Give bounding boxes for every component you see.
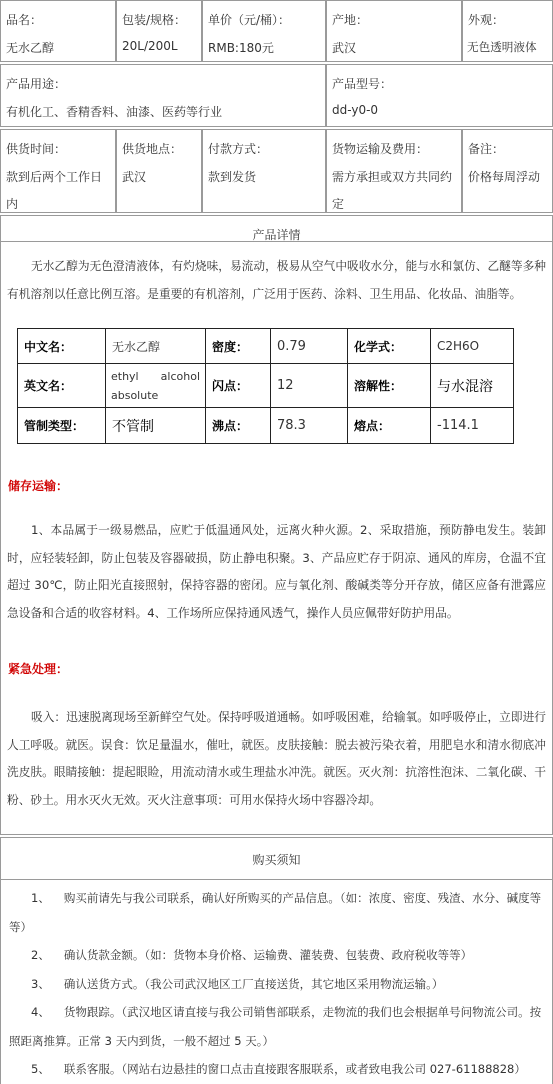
purchase-list	[9, 884, 544, 1084]
detail-title-divider	[0, 241, 553, 242]
spec-val-cn-name: 无水乙醇	[106, 329, 206, 364]
spec-val-solubility: 与水混溶	[431, 364, 514, 408]
purchase-item	[9, 998, 544, 1055]
spec-key-melting-point: 熔点：	[348, 408, 431, 444]
purchase-item-num: 4、	[31, 1005, 50, 1019]
value-model: dd-y0-0	[332, 103, 379, 117]
purchase-item-text: 联系客服。（网站右边悬挂的窗口点击直接跟客服联系，或者致电我公司 027-61188828）	[63, 1062, 526, 1076]
spec-val-formula: C2H6O	[431, 329, 514, 364]
label-supply-place: 供货地点：	[122, 142, 183, 156]
spec-val-control-type: 不管制	[106, 408, 206, 444]
spec-key-en-name: 英文名：	[18, 364, 106, 408]
cell-price	[202, 0, 326, 62]
spec-table	[17, 328, 514, 444]
cell-supply-time	[0, 129, 116, 213]
value-origin: 武汉	[332, 41, 357, 55]
purchase-item-num: 1、	[31, 891, 50, 905]
spec-key-solubility: 溶解性：	[348, 364, 431, 408]
purchase-item	[9, 970, 544, 999]
cell-appearance	[462, 0, 553, 62]
label-supply-time: 供货时间：	[6, 142, 67, 156]
value-shipping: 需方承担或双方共同约定	[332, 170, 453, 211]
emergency-text: 吸入：迅速脱离现场至新鲜空气处。保持呼吸道通畅。如呼吸困难，给输氧。如呼吸停止，立即进行人工呼吸。就医。误食：饮足量温水，催吐，就医。皮肤接触：脱去被污染衣着，用肥皂水和清水彻底冲洗皮肤。眼睛接触：提起眼睑，用流动清水或生理盐水冲洗。就医。灭火剂：抗溶性泡沫、二氧化碳、干粉、砂土。用水灭火无效。灭火注意事项：可用水保持火场中容器冷却。	[7, 710, 546, 807]
label-remark: 备注：	[468, 142, 505, 156]
spec-key-density: 密度：	[206, 329, 271, 364]
detail-title: 产品详情	[252, 228, 301, 242]
purchase-item-text: 货物跟踪。（武汉地区请直接与我公司销售部联系，走物流的我们也会根据单号问物流公司。按照距离推算。正常 3 天内到货，一般不超过 5 天。）	[9, 1005, 542, 1048]
spec-key-control-type: 管制类型：	[18, 408, 106, 444]
purchase-notice-section	[0, 837, 553, 880]
spec-val-boiling-point: 78.3	[271, 408, 348, 444]
purchase-item-text: 购买前请先与我公司联系，确认好所购买的产品信息。（如：浓度、密度、残渣、水分、碱度等等）	[9, 891, 542, 934]
purchase-item-num: 3、	[31, 976, 50, 991]
storage-text: 1、本品属于一级易燃品，应贮于低温通风处，远离火种火源。2、采取措施，预防静电发生。装卸时，应轻装轻卸，防止包装及容器破损，防止静电积聚。3、产品应贮存于阴凉、通风的库房，仓温不宜超过 30℃，防止阳光直接照射，保持容器的密闭。应与氧化剂、酸碱类等分开存放，储区应备有泄露应急设备和合适的收容材料。4、工作场所应保持通风透气，操作人员应佩带好防护用品。	[7, 523, 546, 620]
spec-val-en-name	[106, 364, 206, 408]
value-package: 20L/200L	[122, 39, 178, 53]
value-price: RMB:180元	[208, 41, 274, 55]
spec-key-cn-name: 中文名：	[18, 329, 106, 364]
spec-val-melting-point: -114.1	[431, 408, 514, 444]
storage-heading: 储存运输：	[8, 479, 69, 493]
purchase-item	[9, 1055, 544, 1084]
cell-payment	[202, 129, 326, 213]
spec-val-en-name-text: ethyl alcohol absolute	[111, 369, 200, 402]
spec-key-flash-point: 闪点：	[206, 364, 271, 408]
value-supply-time: 款到后两个工作日内	[6, 170, 103, 211]
label-payment: 付款方式：	[208, 142, 269, 156]
spec-val-flash-point: 12	[271, 364, 348, 408]
purchase-item	[9, 884, 544, 941]
label-package: 包装/规格：	[122, 13, 187, 27]
label-usage: 产品用途：	[6, 77, 67, 91]
label-appearance: 外观：	[468, 13, 505, 27]
emergency-heading: 紧急处理：	[8, 662, 69, 676]
value-remark: 价格每周浮动	[468, 170, 541, 184]
cell-product-name	[0, 0, 116, 62]
cell-shipping	[326, 129, 462, 213]
label-price: 单价（元/桶）：	[208, 13, 291, 27]
value-appearance: 无色透明液体	[467, 40, 537, 54]
spec-key-boiling-point: 沸点：	[206, 408, 271, 444]
purchase-item-num: 5、	[31, 1062, 50, 1076]
detail-intro: 无水乙醇为无色澄清液体，有灼烧味，易流动，极易从空气中吸收水分，能与水和氯仿、乙醚等多种有机溶剂以任意比例互溶。是重要的有机溶剂，广泛用于医药、涂料、卫生用品、化妆品、油脂等。	[7, 259, 546, 301]
label-model: 产品型号：	[332, 77, 393, 91]
cell-supply-place	[116, 129, 202, 213]
value-supply-place: 武汉	[122, 170, 147, 184]
purchase-item	[9, 941, 544, 970]
purchase-item-num: 2、	[31, 948, 50, 962]
cell-package	[116, 0, 202, 62]
cell-remark	[462, 129, 553, 213]
cell-origin	[326, 0, 462, 62]
spec-key-formula: 化学式：	[348, 329, 431, 364]
spec-val-density: 0.79	[271, 329, 348, 364]
label-shipping: 货物运输及费用：	[332, 142, 429, 156]
label-origin: 产地：	[332, 13, 369, 27]
purchase-title: 购买须知	[252, 853, 301, 867]
label-product-name: 品名：	[6, 13, 43, 27]
value-product-name: 无水乙醇	[6, 41, 55, 55]
value-payment: 款到发货	[208, 170, 257, 184]
purchase-item-text: 确认货款金额。（如：货物本身价格、运输费、灌装费、包装费、政府税收等等）	[63, 948, 473, 962]
cell-usage	[0, 64, 326, 127]
cell-model	[326, 64, 553, 127]
purchase-item-text: 确认送货方式。（我公司武汉地区工厂直接送货，其它地区采用物流运输。）	[63, 976, 444, 991]
value-usage: 有机化工、香精香料、油漆、医药等行业	[6, 105, 223, 119]
